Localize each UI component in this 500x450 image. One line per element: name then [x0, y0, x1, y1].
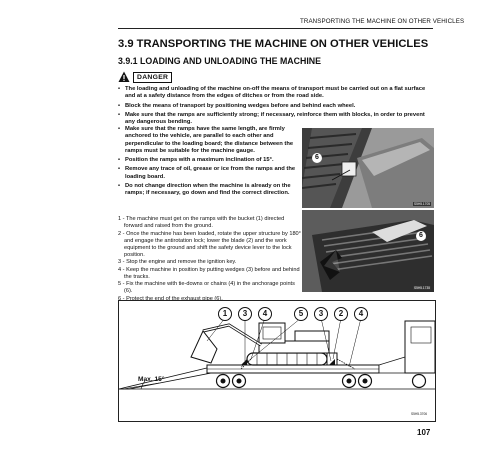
- figure-callout: 4: [258, 307, 272, 321]
- figure-callout: 3: [314, 307, 328, 321]
- step-item: 6 - Protect the end of the exhaust pipe (6).: [118, 295, 223, 302]
- step-item: 4 - Keep the machine in position by putting wedges (3) before and behind the tracks.: [118, 266, 300, 280]
- photo-callout: 6: [416, 231, 426, 241]
- danger-label: DANGER: [133, 72, 172, 83]
- bullet-item: • Position the ramps with a maximum inclination of 15°.: [118, 157, 298, 164]
- photo-exhaust-detail: [302, 210, 434, 292]
- step-item: 2 - Once the machine has been loaded, rotate the upper structure by 180° and engage the antirotation lock; lower the blade (2) and the work equipment to the ground and shift the safety device lever to the lock position.: [118, 230, 301, 258]
- photo-ramp-detail: [302, 128, 434, 208]
- bullet-item: • Block the means of transport by positioning wedges before and behind each wheel.: [118, 103, 436, 110]
- section-title: 3.9 TRANSPORTING THE MACHINE ON OTHER VEHICLES: [118, 38, 429, 50]
- figure-callout: 2: [334, 307, 348, 321]
- excavator-on-trailer-drawing: [119, 301, 435, 421]
- header-rule: [118, 28, 433, 29]
- max-inclination-label: Max. 15°: [138, 376, 165, 383]
- photo-exhaust-illustration: [302, 210, 434, 292]
- danger-notice: [118, 71, 172, 83]
- step-item: 5 - Fix the machine with tie-downs or chains (4) in the anchorage points (6).: [118, 281, 295, 294]
- bullet-item: • Make sure that the ramps are sufficiently strong; if necessary, reinforce them with blocks, in order to prevent any dangerous bending.: [118, 112, 436, 127]
- subsection-title: 3.9.1 LOADING AND UNLOADING THE MACHINE: [118, 56, 321, 66]
- photo-callout: 6: [312, 153, 322, 163]
- bullet-item: • Make sure that the ramps have the same length, are firmly anchored to the vehicle, are parallel to each other and perpendicular to the loading board; the distance between the ramps must be suitable for the machine gauge.: [118, 126, 298, 155]
- running-head: TRANSPORTING THE MACHINE ON OTHER VEHICLES: [300, 18, 465, 25]
- page-number: 107: [417, 428, 431, 437]
- photo-code: S5H5.1705: [414, 202, 430, 206]
- figure-callout: 4: [354, 307, 368, 321]
- transport-figure: [118, 300, 436, 422]
- safety-bullets-full: [118, 86, 436, 128]
- photo-ramp-illustration: [302, 128, 434, 208]
- figure-callout: 3: [238, 307, 252, 321]
- bullet-item: • The loading and unloading of the machine on-off the means of transport must be carried out on a flat surface and at a safety distance from the edges of ditches or from the road side.: [118, 86, 436, 101]
- warning-triangle-icon: [118, 71, 130, 83]
- figure-callout: 5: [294, 307, 308, 321]
- safety-bullets-narrow: [118, 126, 298, 200]
- bullet-item: • Do not change direction when the machine is already on the ramps; if necessary, go down and find the correct direction.: [118, 183, 298, 198]
- procedure-steps: [118, 216, 302, 303]
- figure-code: S5H5.3706: [411, 412, 427, 416]
- step-item: 3 - Stop the engine and remove the ignition key.: [118, 259, 237, 265]
- figure-callout: 1: [218, 307, 232, 321]
- bullet-item: • Remove any trace of oil, grease or ice from the ramps and the loading board.: [118, 166, 298, 181]
- step-item: 1 - The machine must get on the ramps with the bucket (1) directed forward and raised from the ground.: [118, 216, 285, 229]
- photo-code: S5H5.1735: [414, 286, 430, 290]
